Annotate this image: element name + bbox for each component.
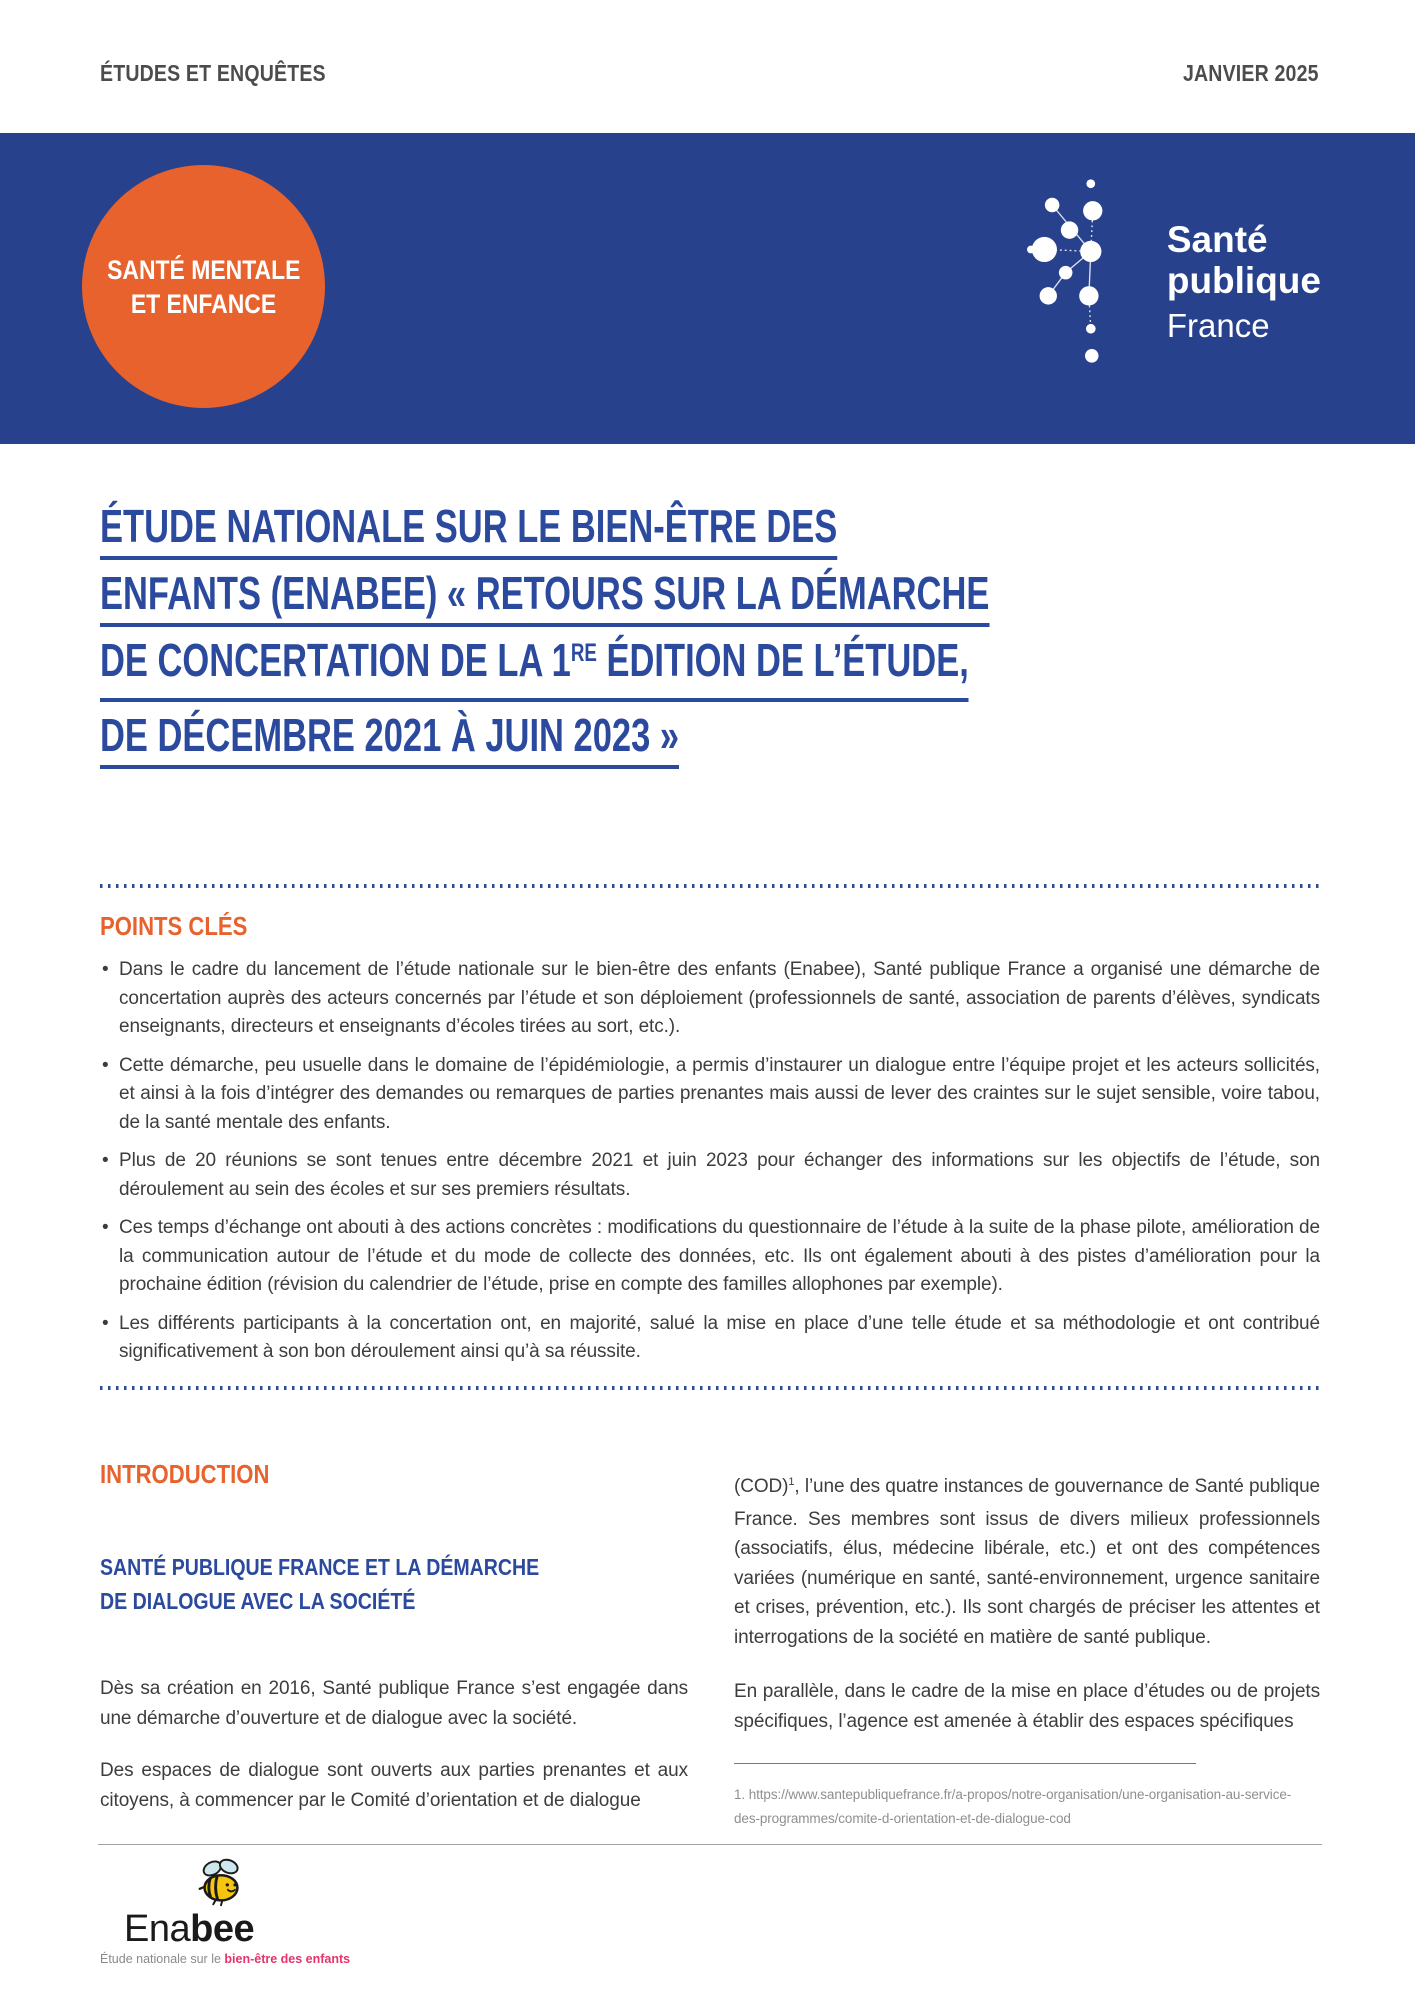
key-points-heading: POINTS CLÉS [100,911,248,941]
cod-paragraph-pre: (COD) [734,1476,789,1497]
spf-network-icon [1027,175,1143,380]
intro-subheading [100,1550,688,1618]
footnote-marker: 1 [788,1476,795,1488]
enabee-tagline [100,1952,360,1966]
page-header [100,60,1319,87]
intro-right-column [734,1460,1320,1831]
key-point-item: • Les différents participants à la concertation ont, en majorité, salué la mise en place d’une telle étude et sa méthodologie et ont contribué significativement à son bon déroulement ainsi qu’à sa réussite. [100,1310,1320,1367]
key-point-item: • Cette démarche, peu usuelle dans le domaine de l’épidémiologie, a permis d’instaurer un dialogue entre l’équipe projet et les acteurs sollicités, et ainsi à la fois d’intégrer des demandes ou remarques de parties prenantes mais aussi de lever des craintes sur le sujet sensible, voire tabou, de la santé mentale des enfants. [100,1052,1320,1138]
key-point-item: • Dans le cadre du lancement de l’étude nationale sur le bien-être des enfants (Enabee), Santé publique France a organisé une démarche de concertation auprès des acteurs concernés par l’étude et son déploiement (professionnels de santé, association de parents d’élèves, syndicats enseignants, directeurs et enseignants d’écoles tirées au sort, etc.). [100,956,1320,1042]
intro-subheading-line2: DE DIALOGUE AVEC LA SOCIÉTÉ [100,1588,416,1614]
title-line-4: DE DÉCEMBRE 2021 À JUIN 2023 » [100,711,679,769]
key-points-list [100,956,1320,1367]
page-title [100,502,1340,778]
enabee-tagline-pink: bien-être des enfants [224,1952,351,1966]
title-line-3-post: ÉDITION DE L’ÉTUDE, [596,634,969,686]
spf-logo-line2: publique [1166,260,1321,301]
title-line-3-superscript: RE [570,639,597,667]
dotted-separator-bottom [100,1386,1320,1390]
intro-left-column [100,1460,688,1831]
title-line-3 [100,636,969,702]
intro-left-paragraph-1: Dès sa création en 2016, Santé publique France s’est engagée dans une démarche d’ouverture et de dialogue avec la société. [100,1678,688,1729]
sante-publique-france-logo [1027,175,1321,380]
footer-divider [98,1844,1322,1845]
enabee-wordmark-light: Ena [124,1908,191,1950]
enabee-wordmark [124,1910,360,1948]
issue-date: JANVIER 2025 [1183,60,1319,86]
enabee-logo [100,1856,360,1966]
key-point-item: • Ces temps d’échange ont abouti à des actions concrètes : modifications du questionnaire de l’étude à la suite de la phase pilote, amélioration de la communication autour de l’étude et du mode de collecte des données, etc. Ils ont également abouti à des pistes d’amélioration pour la prochaine édition (révision du calendrier de l’étude, prise en compte des familles allophones par exemple). [100,1214,1320,1300]
theme-badge-line2: ET ENFANCE [130,288,277,319]
key-points-section [100,912,1320,1377]
intro-right-paragraph-1 [734,1472,1320,1652]
key-point-item: • Plus de 20 réunions se sont tenues entre décembre 2021 et juin 2023 pour échanger des informations sur les objectifs de l’étude, son déroulement au sein des écoles et sur ses premiers résultats. [100,1147,1320,1204]
brand-banner [0,133,1415,444]
footnote-url: 1. https://www.santepubliquefrance.fr/a-propos/notre-organisation/une-organisation-au-service-des-programmes/comite-d-orientation-et-de-dialogue-cod [734,1787,1292,1826]
document-series-label: ÉTUDES ET ENQUÊTES [100,60,326,86]
introduction-heading: INTRODUCTION [100,1459,270,1489]
spf-logo-wordmark [1167,219,1321,380]
bee-icon [192,1856,250,1908]
dotted-separator-top [100,884,1320,888]
title-line-3-pre: DE CONCERTATION DE LA 1 [100,634,571,686]
theme-badge [82,165,325,408]
intro-right-paragraph-2: En parallèle, dans le cadre de la mise en place d’études ou de projets spécifiques, l’agence est amenée à établir des espaces spécifiques [734,1681,1320,1732]
intro-left-paragraph-2: Des espaces de dialogue sont ouverts aux parties prenantes et aux citoyens, à commencer par le Comité d’orientation et de dialogue [100,1760,688,1811]
enabee-wordmark-bold: bee [190,1908,255,1950]
spf-logo-line3: France [1166,307,1270,344]
title-line-2: ENFANTS (ENABEE) « RETOURS SUR LA DÉMARCHE [100,569,989,627]
cod-paragraph-post: , l’une des quatre instances de gouvernance de Santé publique France. Ses membres sont issus de divers milieux professionnels (associatifs, élus, médecine libérale, etc.) et ont des compétences variées (numérique en santé, santé-environnement, urgence sanitaire et crises, prévention, etc.). Ils sont chargés de préciser les attentes et interrogations de la société en matière de santé publique. [734,1476,1320,1648]
enabee-tagline-gray: Étude nationale sur le [100,1952,225,1966]
spf-logo-line1: Santé [1166,219,1268,260]
intro-subheading-line1: SANTÉ PUBLIQUE FRANCE ET LA DÉMARCHE [100,1554,540,1580]
theme-badge-line1: SANTÉ MENTALE [106,254,301,285]
title-line-1: ÉTUDE NATIONALE SUR LE BIEN-ÊTRE DES [100,502,837,560]
introduction-section [100,1460,1320,1831]
footnote-divider [734,1763,1196,1764]
